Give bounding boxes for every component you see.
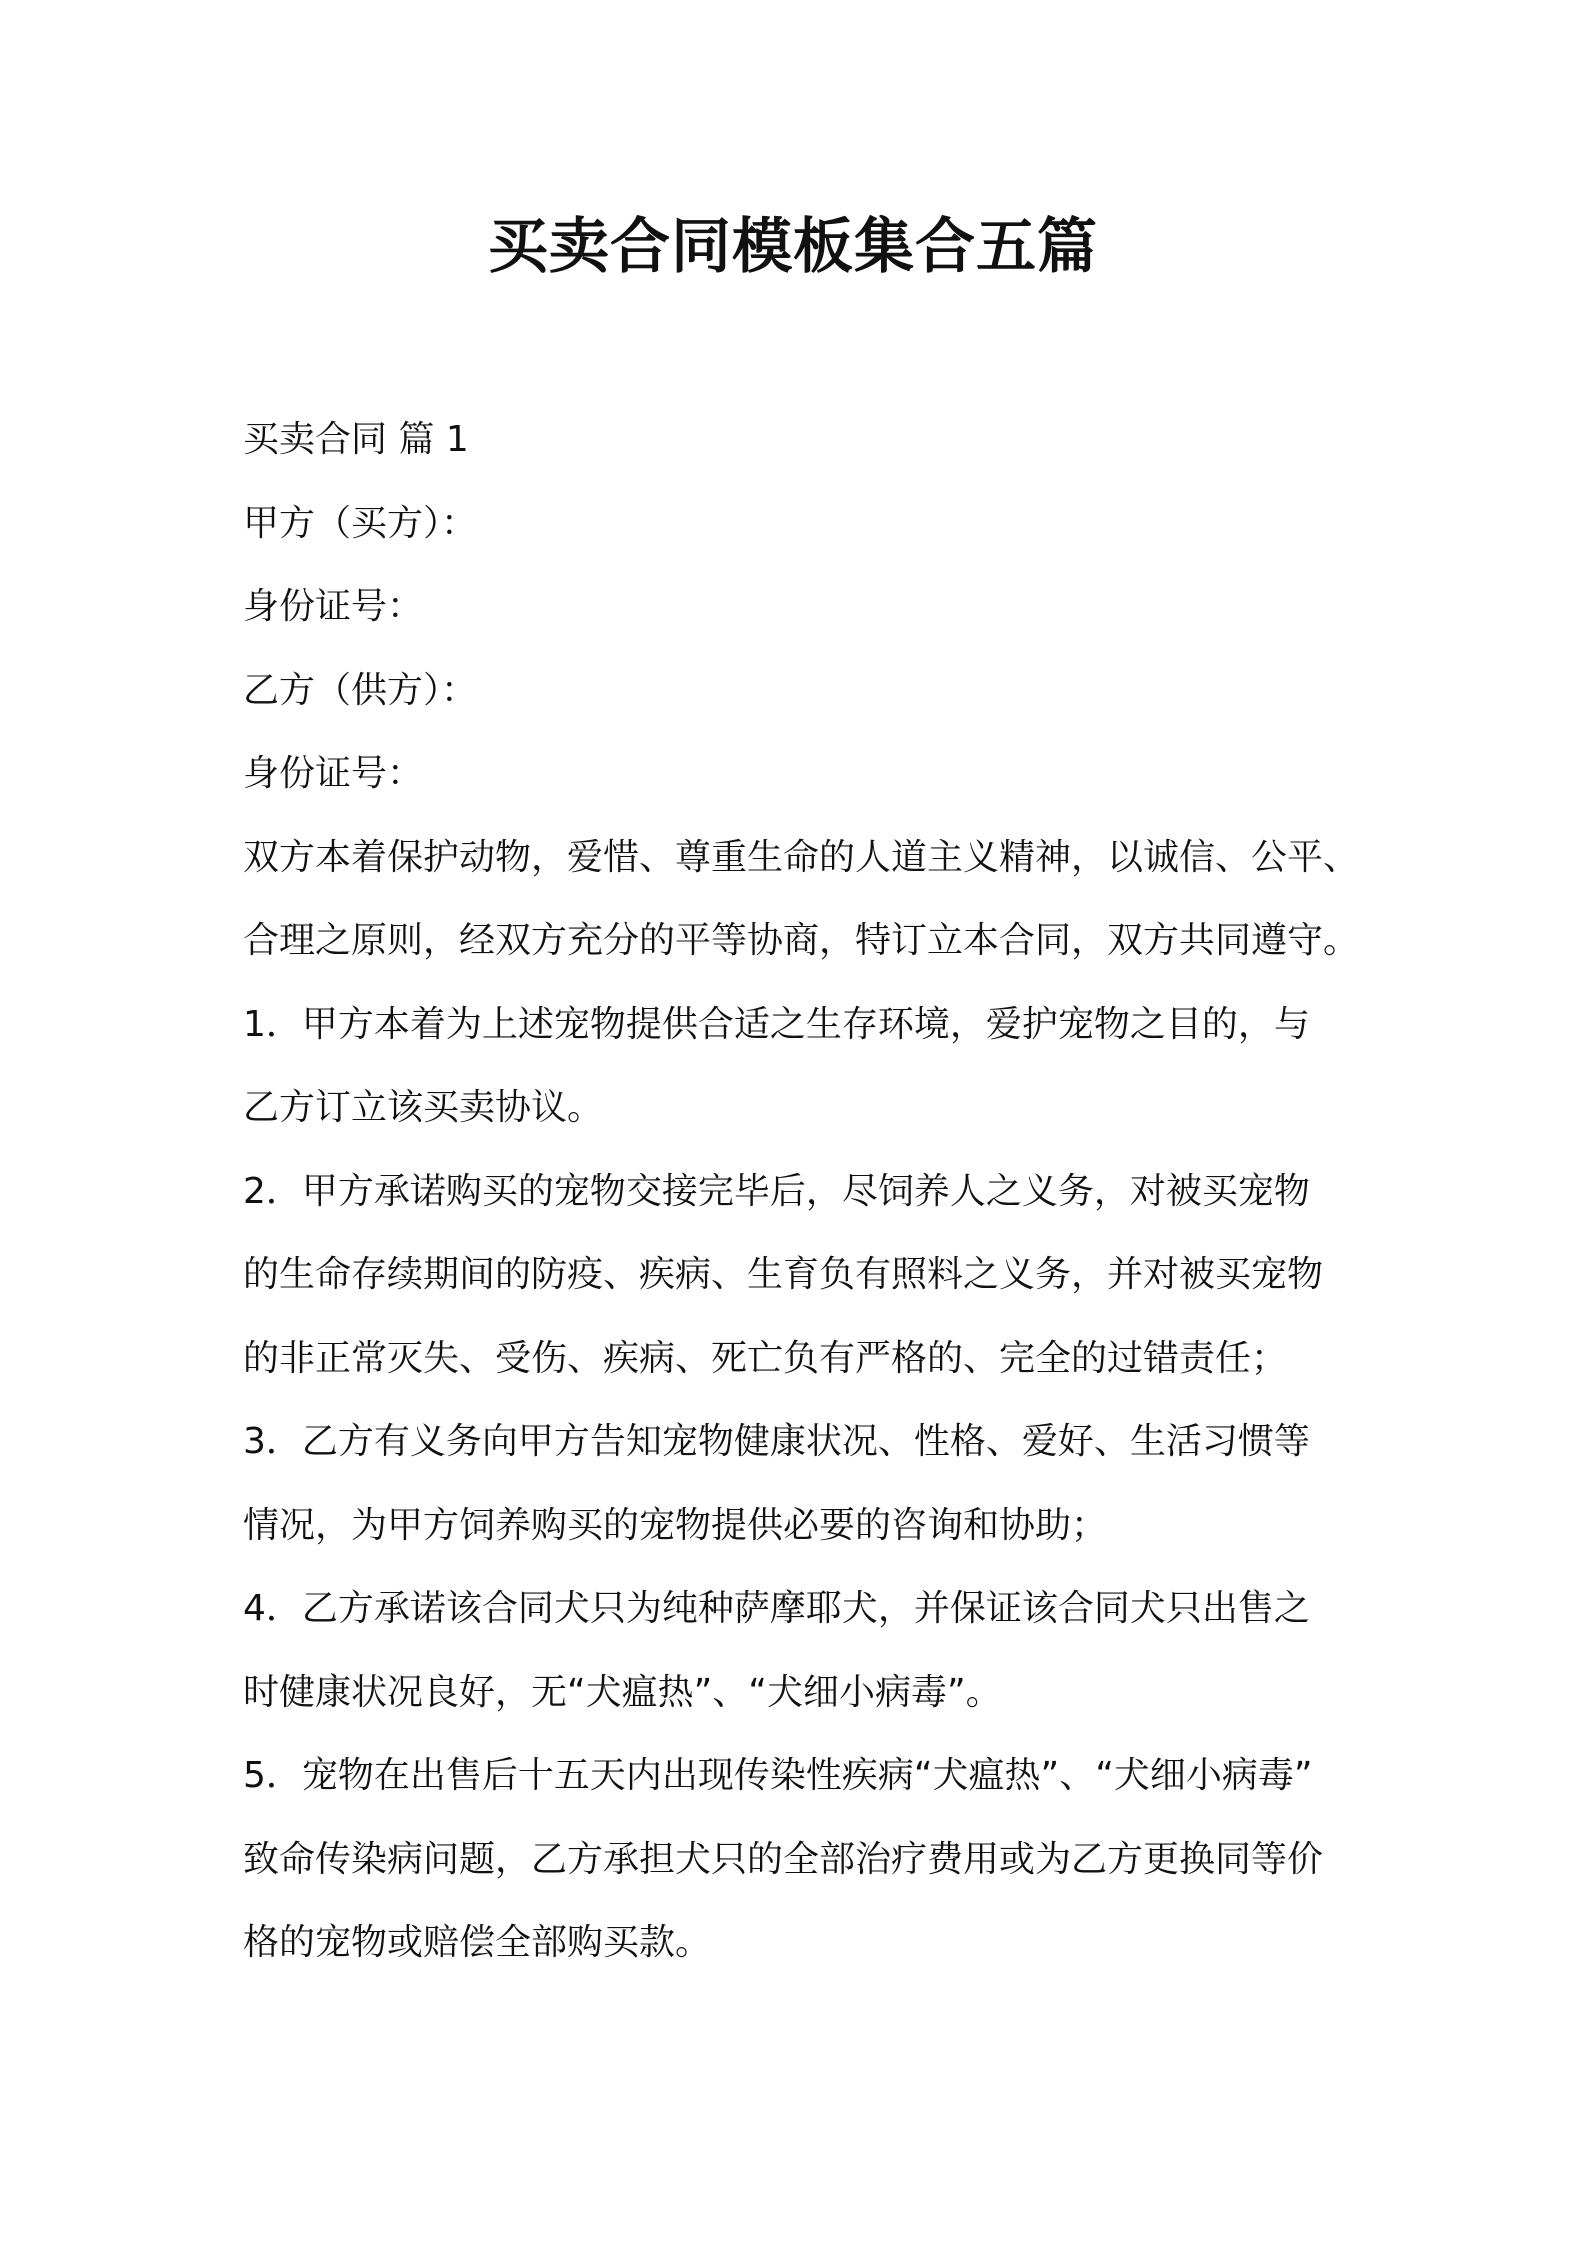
body-line: 双方本着保护动物，爱惜、尊重生命的人道主义精神，以诚信、公平、 — [243, 836, 1360, 878]
clause-4-line: 时健康状况良好，无“犬瘟热”、“犬细小病毒”。 — [243, 1671, 1002, 1713]
party-b-field: 乙方（供方）： — [243, 669, 478, 711]
party-a-id-field: 身份证号： — [243, 586, 424, 627]
document-body — [243, 398, 1363, 1985]
clause-2-line: 的生命存续期间的防疫、疾病、生育负有照料之义务，并对被买宠物 — [243, 1254, 1324, 1295]
clause-4-line: 4．乙方承诺该合同犬只为纯种萨摩耶犬，并保证该合同犬只出售之 — [243, 1588, 1310, 1629]
clause-5-line: 5．宠物在出售后十五天内出现传染性疾病“犬瘟热”、“犬细小病毒” — [243, 1755, 1313, 1796]
clause-1-line: 1．甲方本着为上述宠物提供合适之生存环境，爱护宠物之目的，与 — [243, 1003, 1310, 1045]
document-title: 买卖合同模板集合五篇 — [488, 212, 1098, 282]
clause-2-line: 的非正常灭失、受伤、疾病、死亡负有严格的、完全的过错责任； — [243, 1337, 1288, 1379]
clause-2-line: 2．甲方承诺购买的宠物交接完毕后，尽饲养人之义务，对被买宠物 — [243, 1170, 1310, 1212]
clause-1-line: 乙方订立该买卖协议。 — [243, 1087, 604, 1128]
party-a-field: 甲方（买方）： — [243, 502, 478, 544]
section-heading: 买卖合同 篇 1 — [243, 419, 469, 460]
clause-3-line: 情况，为甲方饲养购买的宠物提供必要的咨询和协助； — [243, 1504, 1108, 1546]
party-b-id-field: 身份证号： — [243, 753, 424, 794]
clause-5-line: 格的宠物或赔偿全部购买款。 — [243, 1922, 712, 1963]
clause-3-line: 3．乙方有义务向甲方告知宠物健康状况、性格、爱好、生活习惯等 — [243, 1421, 1310, 1462]
body-line: 合理之原则，经双方充分的平等协商，特订立本合同，双方共同遵守。 — [243, 920, 1360, 961]
clause-5-line: 致命传染病问题，乙方承担犬只的全部治疗费用或为乙方更换同等价 — [243, 1838, 1324, 1880]
